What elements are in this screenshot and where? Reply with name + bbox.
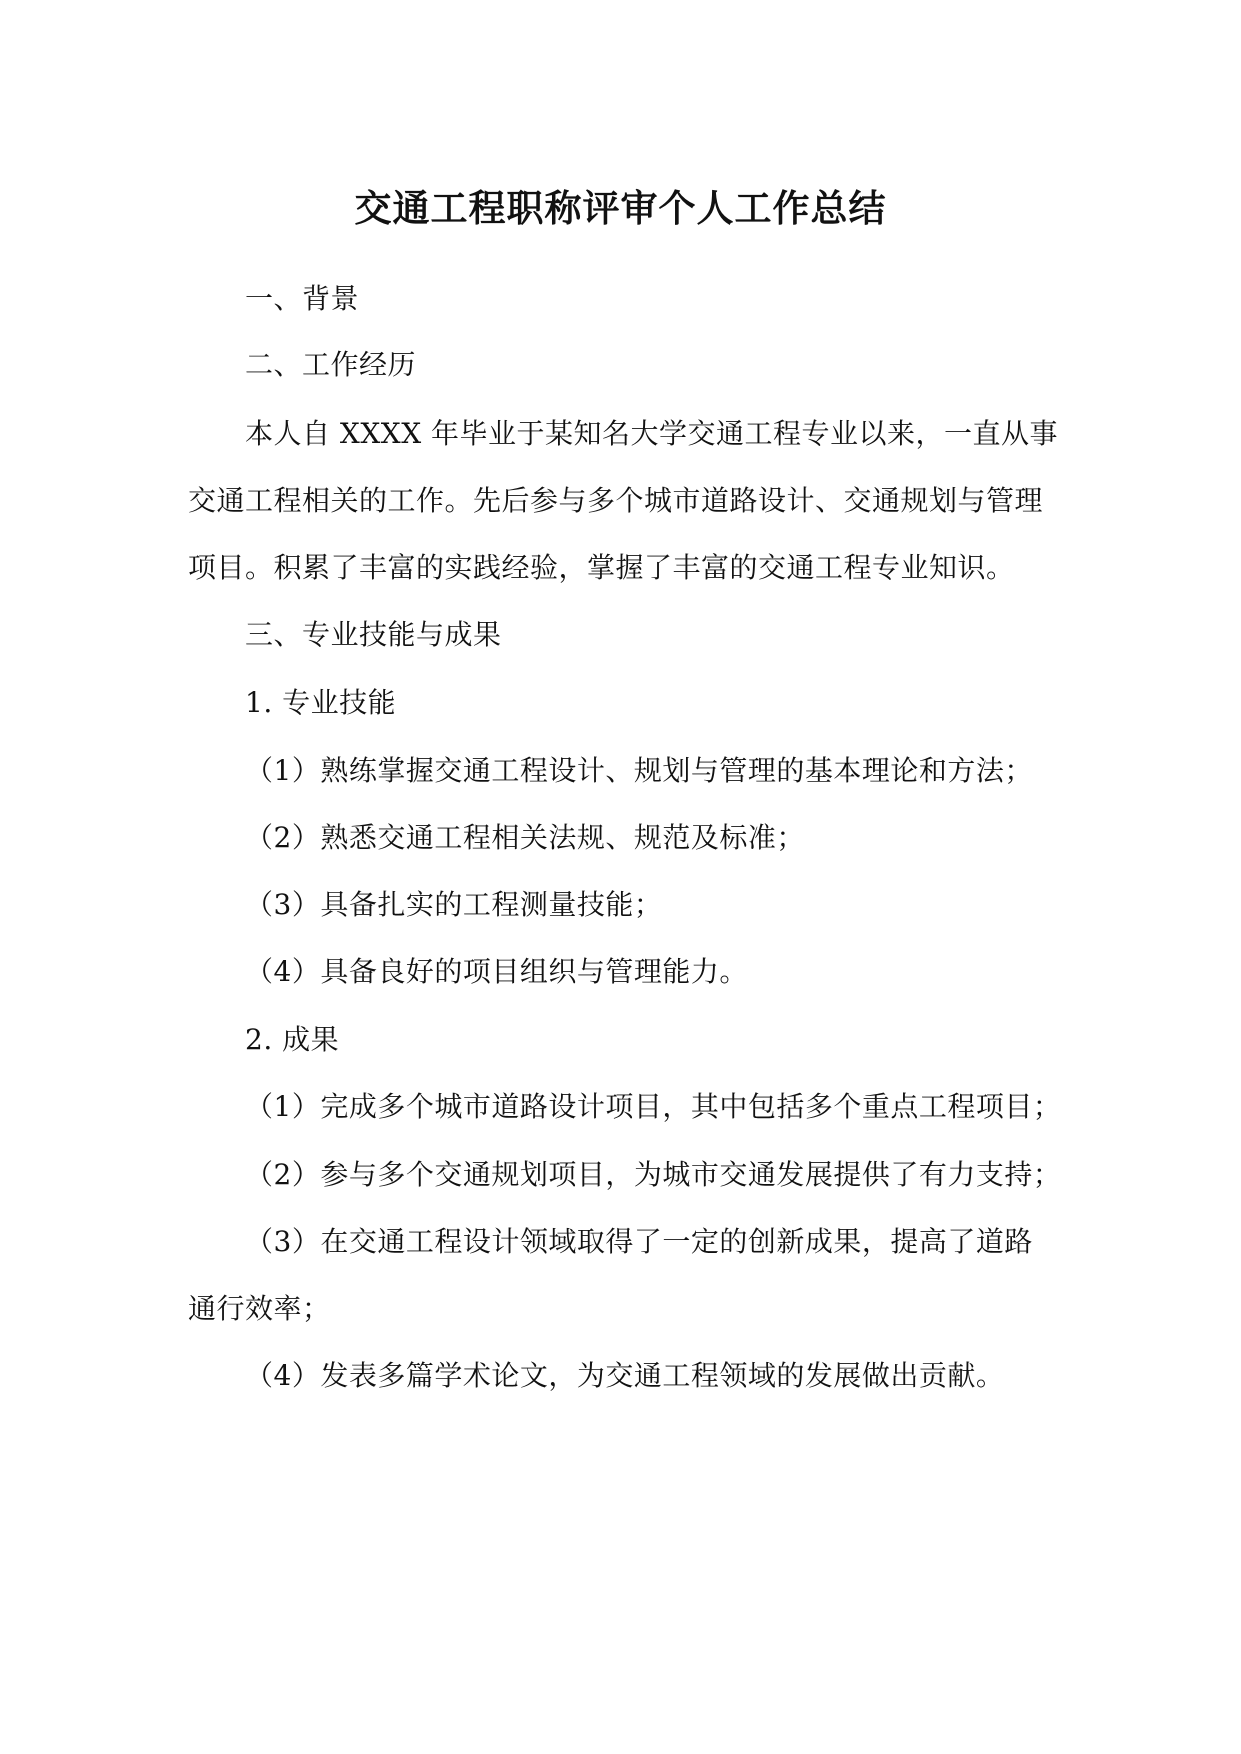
list-item: （2）参与多个交通规划项目，为城市交通发展提供了有力支持； <box>245 1158 1062 1191</box>
paragraph-line: 项目。积累了丰富的实践经验，掌握了丰富的交通工程专业知识。 <box>188 551 1015 584</box>
list-item: （3）具备扎实的工程测量技能； <box>245 888 663 921</box>
list-item: （4）发表多篇学术论文，为交通工程领域的发展做出贡献。 <box>245 1359 1005 1392</box>
list-item: （4）具备良好的项目组织与管理能力。 <box>245 955 748 988</box>
paragraph-line: 本人自 XXXX 年毕业于某知名大学交通工程专业以来，一直从事 <box>245 417 1059 450</box>
list-item: （1）完成多个城市道路设计项目，其中包括多个重点工程项目； <box>245 1090 1062 1123</box>
section-heading-background: 一、背景 <box>245 282 360 315</box>
subheading-results: 2. 成果 <box>245 1023 340 1056</box>
list-item: （3）在交通工程设计领域取得了一定的创新成果，提高了道路 <box>245 1225 1033 1258</box>
paragraph-line: 交通工程相关的工作。先后参与多个城市道路设计、交通规划与管理 <box>188 484 1044 517</box>
section-heading-skills: 三、专业技能与成果 <box>245 618 502 651</box>
list-item: （1）熟练掌握交通工程设计、规划与管理的基本理论和方法； <box>245 754 1033 787</box>
subheading-skills: 1. 专业技能 <box>245 686 397 719</box>
list-item-continuation: 通行效率； <box>188 1292 331 1325</box>
list-item: （2）熟悉交通工程相关法规、规范及标准； <box>245 821 805 854</box>
section-heading-experience: 二、工作经历 <box>245 348 417 381</box>
document-title: 交通工程职称评审个人工作总结 <box>354 186 887 230</box>
